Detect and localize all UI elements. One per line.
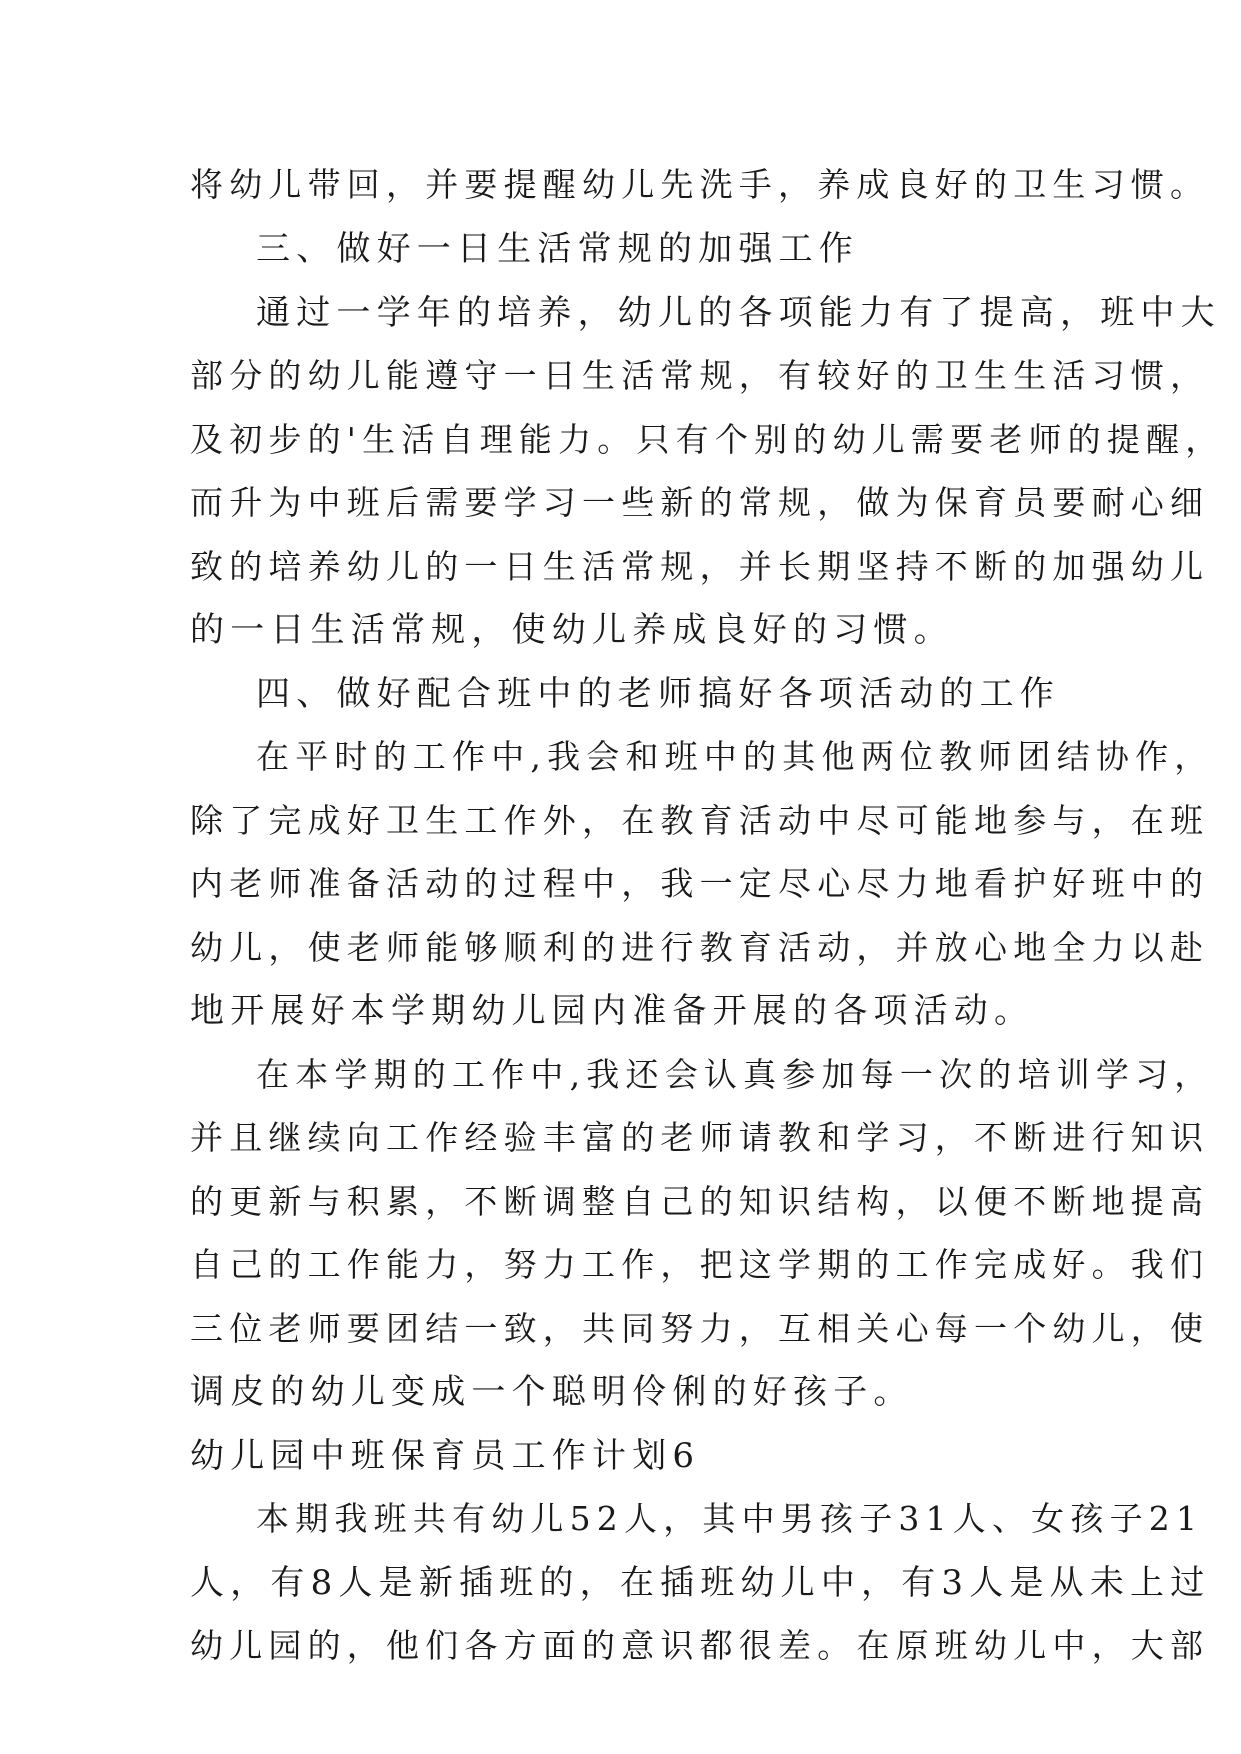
paragraph-line: 除了完成好卫生工作外，在教育活动中尽可能地参与，在班 bbox=[190, 801, 1210, 840]
paragraph-line: 三位老师要团结一致，共同努力，互相关心每一个幼儿，使 bbox=[190, 1309, 1210, 1348]
paragraph-line: 致的培养幼儿的一日生活常规，并长期坚持不断的加强幼儿 bbox=[190, 547, 1210, 586]
paragraph-line: 调皮的幼儿变成一个聪明伶俐的好孩子。 bbox=[190, 1372, 914, 1412]
paragraph-line: 本期我班共有幼儿52人，其中男孩子31人、女孩子21 bbox=[256, 1499, 1204, 1538]
paragraph-line: 人，有8人是新插班的，在插班幼儿中，有3人是从未上过 bbox=[190, 1563, 1211, 1603]
paragraph-line: 而升为中班后需要学习一些新的常规，做为保育员要耐心细 bbox=[190, 483, 1210, 522]
paragraph-line: 的一日生活常规，使幼儿养成良好的习惯。 bbox=[190, 610, 954, 650]
paragraph-line: 在本学期的工作中,我还会认真参加每一次的培训学习， bbox=[256, 1055, 1214, 1094]
paragraph-line: 幼儿园的，他们各方面的意识都很差。在原班幼儿中，大部 bbox=[190, 1626, 1210, 1665]
document-title: 幼儿园中班保育员工作计划6 bbox=[190, 1436, 701, 1476]
paragraph-line: 内老师准备活动的过程中，我一定尽心尽力地看护好班中的 bbox=[190, 864, 1210, 903]
paragraph-line: 地开展好本学期幼儿园内准备开展的各项活动。 bbox=[190, 991, 1035, 1031]
paragraph-line: 的更新与积累，不断调整自己的知识结构，以便不断地提高 bbox=[190, 1182, 1210, 1221]
paragraph-line: 部分的幼儿能遵守一日生活常规，有较好的卫生生活习惯， bbox=[190, 356, 1210, 395]
paragraph-line: 及初步的'生活自理能力。只有个别的幼儿需要老师的提醒， bbox=[190, 420, 1225, 459]
paragraph-line: 通过一学年的培养，幼儿的各项能力有了提高，班中大 bbox=[256, 293, 1221, 333]
section-heading: 三、做好一日生活常规的加强工作 bbox=[256, 229, 859, 269]
section-heading: 四、做好配合班中的老师搞好各项活动的工作 bbox=[256, 674, 1060, 714]
paragraph-line: 在平时的工作中,我会和班中的其他两位教师团结协作， bbox=[256, 737, 1214, 776]
paragraph-line: 将幼儿带回，并要提醒幼儿先洗手，养成良好的卫生习惯。 bbox=[190, 165, 1210, 204]
paragraph-line: 并且继续向工作经验丰富的老师请教和学习，不断进行知识 bbox=[190, 1118, 1210, 1157]
paragraph-line: 幼儿，使老师能够顺利的进行教育活动，并放心地全力以赴 bbox=[190, 928, 1210, 967]
paragraph-line: 自己的工作能力，努力工作，把这学期的工作完成好。我们 bbox=[190, 1245, 1210, 1284]
